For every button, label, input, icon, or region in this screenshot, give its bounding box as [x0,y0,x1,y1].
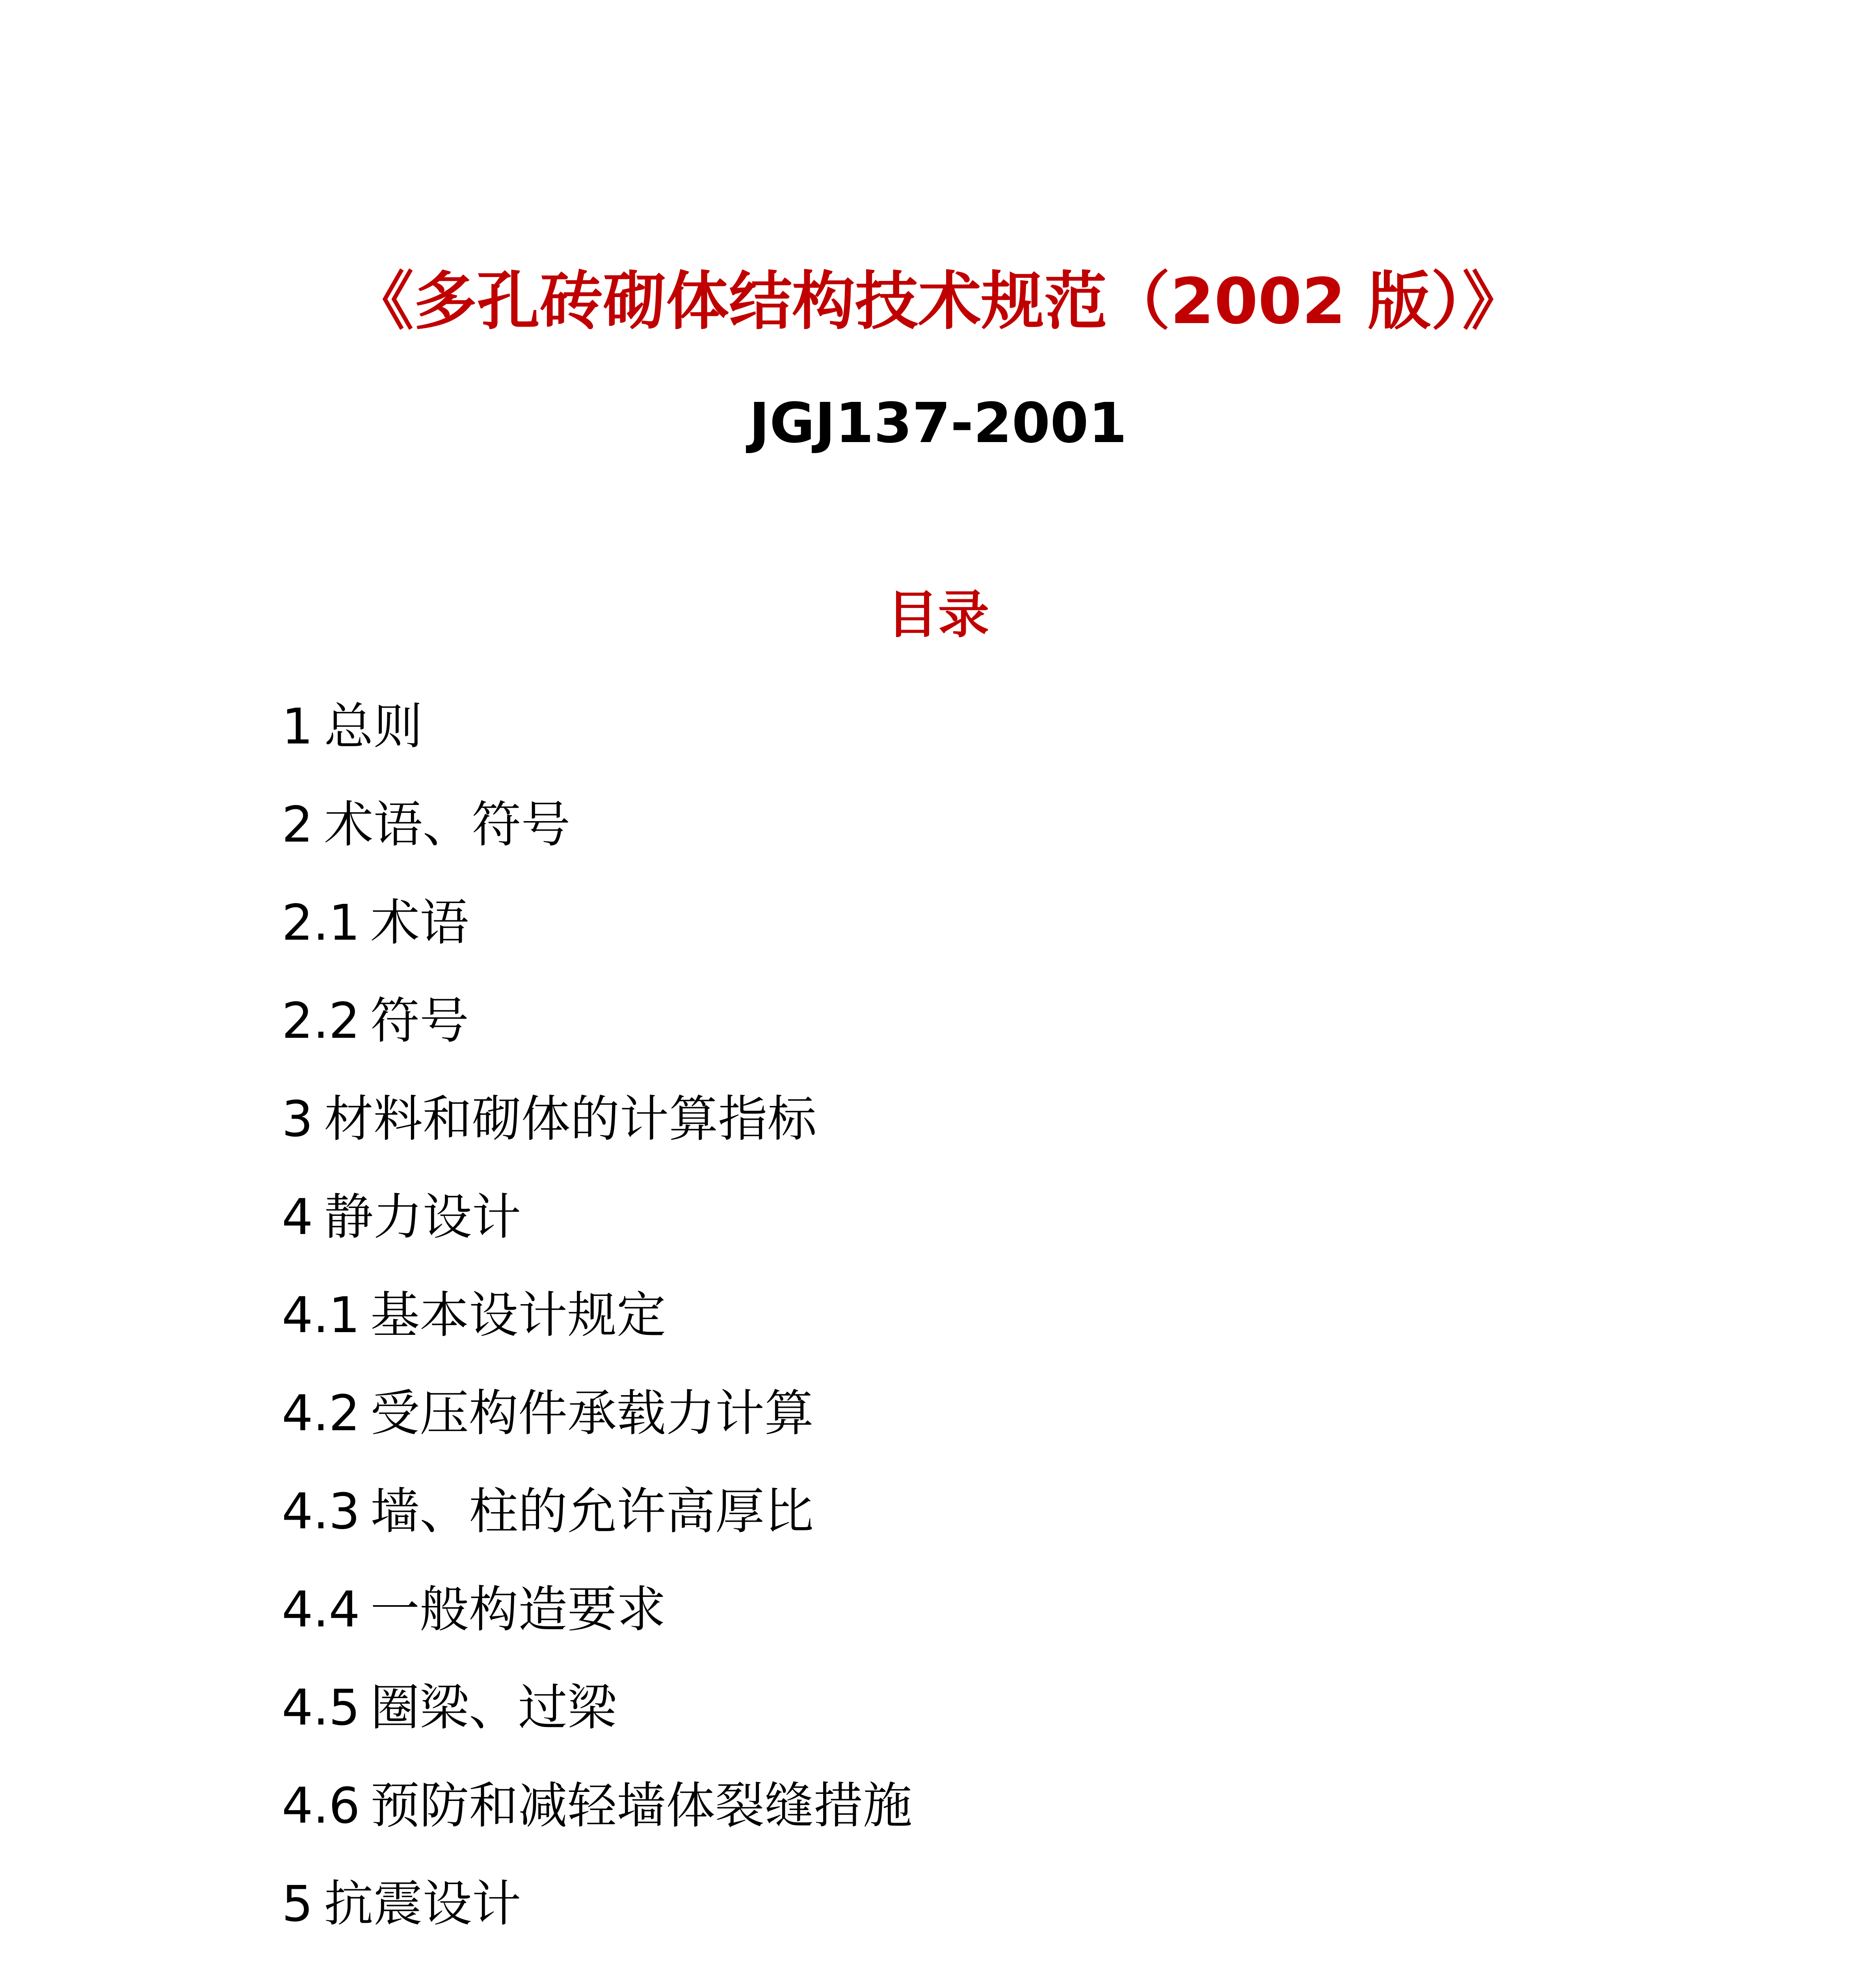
toc-item-number: 4 [282,1189,313,1246]
toc-item [282,776,961,874]
toc-item-label: 总则 [324,698,423,755]
toc-item-number: 3 [282,1091,313,1148]
toc-item-label: 基本设计规定 [370,1287,666,1344]
toc-item-label: 材料和砌体的计算指标 [324,1091,817,1148]
toc-item-number: 5 [282,1875,313,1933]
toc-item-number: 4.2 [282,1385,360,1442]
toc-item [282,1168,961,1266]
document-title: 《多孔砖砌体结构技术规范（2002 版）》 [350,264,1526,338]
toc-item [282,1070,961,1168]
toc-item [282,1855,961,1953]
toc-item-label: 圈梁、过梁 [370,1679,617,1736]
toc-item [282,678,961,776]
toc-item-number: 4.4 [282,1581,360,1638]
toc-item-number: 4.1 [282,1287,360,1344]
toc-item-number: 1 [282,698,313,755]
toc-item [282,874,961,972]
toc-heading: 目录 [887,585,989,645]
toc-item [282,972,961,1070]
toc-item [282,1561,961,1659]
table-of-contents [282,678,961,1970]
toc-item [282,1659,961,1757]
toc-item-number: 2 [282,796,313,853]
toc-item-label: 术语 [370,894,469,952]
toc-item-label: 符号 [370,992,469,1050]
standard-code: JGJ137-2001 [749,391,1127,455]
toc-item-label: 静力设计 [324,1189,521,1246]
toc-item-label: 预防和减轻墙体裂缝措施 [370,1777,912,1834]
toc-item-label: 受压构件承载力计算 [370,1385,814,1442]
toc-item [282,1757,961,1855]
toc-item-label: 术语、符号 [324,796,571,853]
toc-item-number: 4.6 [282,1777,360,1834]
toc-item-label: 抗震设计 [324,1875,521,1933]
toc-item-number: 4.3 [282,1483,360,1540]
toc-item-number: 2.1 [282,894,360,952]
toc-item-number: 4.5 [282,1679,360,1736]
toc-item-number [282,1953,370,1970]
toc-item-label: 墙、柱的允许高厚比 [370,1483,814,1540]
toc-item [282,1364,961,1463]
toc-item [282,1266,961,1364]
toc-item-label: 一般构造要求 [370,1581,666,1638]
toc-item [282,1463,961,1561]
toc-item [282,1953,961,1970]
toc-item-number: 2.2 [282,992,360,1050]
